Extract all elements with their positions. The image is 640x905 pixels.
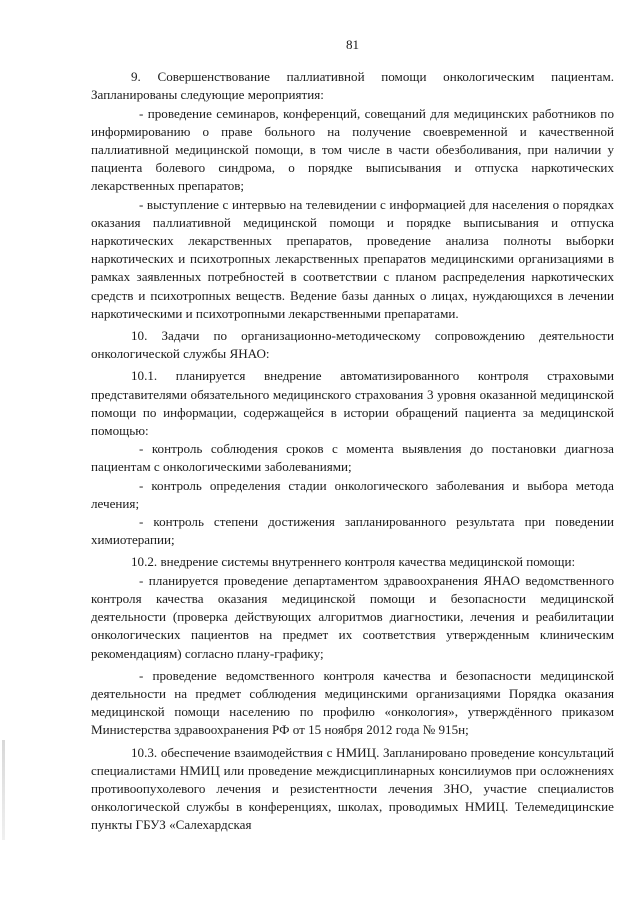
paragraph-seminars: - проведение семинаров, конференций, совещаний для медицинских работников по информированию о праве больного на получение своевременной и качественной паллиативной медицинской помощи, в том числе в части обезболивания, при наличии у пациента болевого синдрома, о порядке выписывания и отпуска наркотических лекарственных препаратов; (91, 105, 614, 194)
paragraph-10-1: 10.1. планируется внедрение автоматизированного контроля страховыми представителями обязательного медицинского страхования 3 уровня оказанной медицинской помощи по информации, содержащейся в истории обращений пациента за медицинской помощью: (91, 368, 614, 439)
page-number: 81 (345, 37, 360, 52)
paragraph-tasks-heading: 10. Задачи по организационно-методическому сопровождению деятельности онкологической службы ЯНАО: (91, 328, 614, 362)
paragraph-tv-interview: - выступление с интервью на телевидении с информацией для населения о порядках оказания паллиативной медицинской помощи и порядке выписывания и отпуска наркотических лекарственных препаратов, проведение анализа полноты выборки наркотических и психотропных лекарственных препаратов медицинскими организациями в рамках заявленных потребностей в соответствии с планом распределения наркотических средств и психотропных веществ. Ведение базы данных о лицах, нуждающихся в лечении наркотическими и психотропными лекарственными препаратами. (91, 196, 614, 321)
paragraph-control-deadlines: - контроль соблюдения сроков с момента выявления до постановки диагноза пациентам с онкологическими заболеваниями; (91, 441, 614, 475)
paragraph-control-stage: - контроль определения стадии онкологического заболевания и выбора метода лечения; (91, 477, 614, 511)
paragraph-10-3: 10.3. обеспечение взаимодействия с НМИЦ. Запланировано проведение консультаций специалистами НМИЦ или проведение междисциплинарных консилиумов при осложнениях противоопухолевого лечения и резистентности лечения ЗНО, участие специалистов онкологической службы в конференциях, школах, проводимых НМИЦ. Телемедицинские пункты ГБУЗ «Салехардская (91, 744, 614, 833)
scan-edge-shadow (2, 740, 5, 840)
paragraph-control-result: - контроль степени достижения запланированного результата при поведении химиотерапии; (91, 514, 614, 548)
paragraph-oncology-order: - проведение ведомственного контроля качества и безопасности медицинской деятельности на предмет соблюдения медицинскими организациями Порядка оказания медицинской помощи населению по профилю «онкология», утверждённого приказом Министерства здравоохранения РФ от 15 ноября 2012 года № 915н; (91, 667, 614, 738)
paragraph-palliative-heading: 9. Совершенствование паллиативной помощи онкологическим пациентам. Запланированы следующие мероприятия: (91, 69, 614, 103)
paragraph-departmental-control: - планируется проведение департаментом здравоохранения ЯНАО ведомственного контроля качества оказания медицинской помощи и безопасности медицинской деятельности (проверка действующих алгоритмов диагностики, лечения и реабилитации онкологических пациентов на предмет их соответствия утвержденным клиническим рекомендациям) согласно плану-графику; (91, 572, 614, 661)
paragraph-10-2: 10.2. внедрение системы внутреннего контроля качества медицинской помощи: (131, 554, 576, 570)
